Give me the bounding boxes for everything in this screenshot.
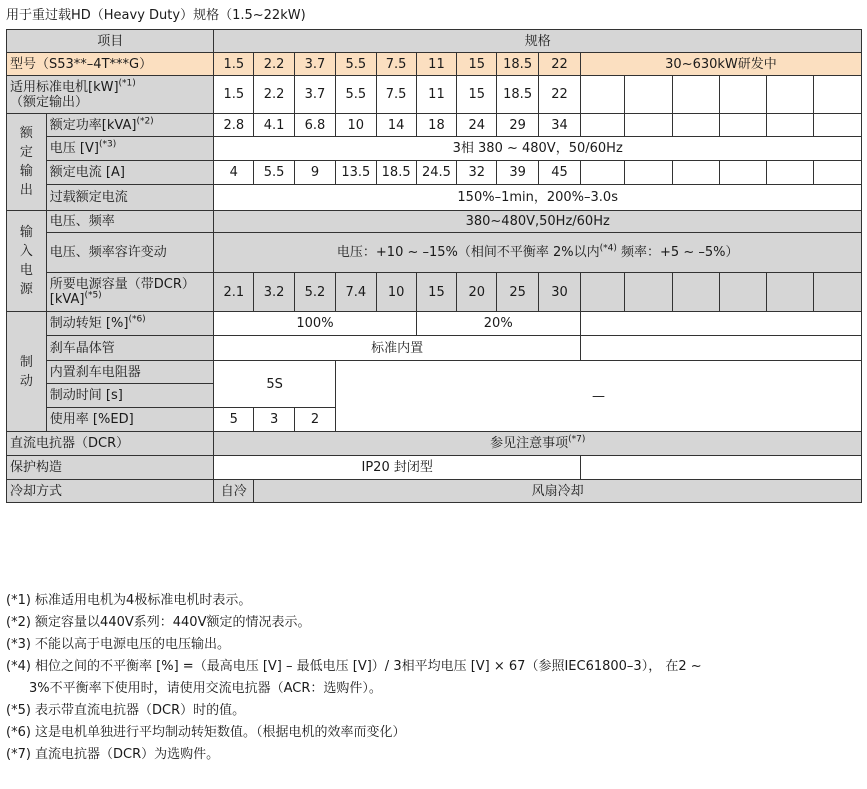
overload-row (7, 185, 862, 211)
rated-current-value: 24.5 (416, 161, 457, 185)
empty-cell (580, 76, 624, 114)
rated-power-value: 29 (497, 114, 539, 137)
footnote: (*5) 表示带直流电抗器（DCR）时的值。 (6, 703, 246, 718)
empty-cell (720, 273, 767, 312)
rated-current-value: 39 (497, 161, 539, 185)
duty-label: 使用率 [%ED] (46, 408, 214, 432)
motor-value: 2.2 (254, 76, 295, 114)
motor-value: 7.5 (376, 76, 416, 114)
duty-value: 5 (214, 408, 254, 432)
supply-capacity-value: 10 (376, 273, 416, 312)
empty-cell (673, 161, 720, 185)
model-value: 18.5 (497, 53, 539, 76)
empty-cell (767, 76, 814, 114)
brake-torque-value-a: 100% (214, 312, 416, 336)
rated-current-value: 9 (295, 161, 336, 185)
brake-torque-label: 制动转矩 [%]$^{(*6)}$ (46, 312, 214, 336)
motor-value: 5.5 (335, 76, 376, 114)
tolerance-value: 电压：+10 ~ –15%（相间不平衡率 2%以内$^{(*4)}$ 频率：+5 ~ –5%） (214, 233, 862, 273)
model-value: 7.5 (376, 53, 416, 76)
dcr-label: 直流电抗器（DCR） (7, 432, 214, 456)
model-value: 15 (457, 53, 497, 76)
footnote-continuation: 3%不平衡率下使用时，请使用交流电抗器（ACR：选购件）。 (29, 681, 382, 696)
motor-value: 18.5 (497, 76, 539, 114)
footnote: (*2) 额定容量以440V系列：440V额定的情况表示。 (6, 615, 311, 630)
brake-time-label: 制动时间 [s] (46, 384, 214, 408)
rated-power-value: 2.8 (214, 114, 254, 137)
page-heading: 用于重过载HD（Heavy Duty）规格（1.5~22kW) (6, 8, 306, 23)
rated-power-value: 24 (457, 114, 497, 137)
voltage-label: 电压 $[V]^{(*3)}$ (46, 137, 214, 161)
model-value: 1.5 (214, 53, 254, 76)
empty-cell (624, 161, 672, 185)
brake-transistor-label: 刹车晶体管 (46, 336, 214, 361)
duty-value: 2 (295, 408, 336, 432)
table-header-row (7, 30, 862, 53)
empty-cell (580, 114, 624, 137)
cooling-row (7, 480, 862, 503)
cooling-label: 冷却方式 (7, 480, 214, 503)
empty-cell (767, 273, 814, 312)
empty-cell (814, 161, 862, 185)
footnote: (*3) 不能以高于电源电压的电压输出。 (6, 637, 231, 652)
rated-power-value: 10 (335, 114, 376, 137)
empty-cell (624, 114, 672, 137)
rated-power-value: 6.8 (295, 114, 336, 137)
empty-cell (767, 114, 814, 137)
header-spec: 规格 (214, 30, 862, 53)
empty-cell (814, 273, 862, 312)
rated-power-value: 18 (416, 114, 457, 137)
empty-cell (673, 76, 720, 114)
overload-label: 过载额定电流 (46, 185, 214, 211)
brake-torque-row (7, 312, 862, 336)
rated-current-row (7, 161, 862, 185)
motor-value: 3.7 (295, 76, 336, 114)
motor-label: 适用标准电机[kW]$^{(*1)}$ （额定输出） (7, 76, 214, 114)
supply-capacity-label: 所要电源容量（带DCR）[kVA]$^{(*5)}$ (46, 273, 214, 312)
brake-time-value: 5S (214, 361, 335, 408)
motor-value: 22 (539, 76, 581, 114)
dcr-value: 参见注意事项$^{(*7)}$ (214, 432, 862, 456)
empty-cell (814, 76, 862, 114)
input-power-group-label: 输入电源 (7, 211, 47, 312)
empty-cell (580, 273, 624, 312)
brake-torque-value-b: 20% (416, 312, 580, 336)
empty-cell (673, 114, 720, 137)
empty-cell (580, 336, 861, 361)
rated-current-label: 额定电流 [A] (46, 161, 214, 185)
input-vf-label: 电压、频率 (46, 211, 214, 233)
rated-power-label: 额定功率[kVA]$^{(*2)}$ (46, 114, 214, 137)
footnotes (6, 590, 862, 766)
duty-value: 3 (254, 408, 295, 432)
supply-capacity-value: 5.2 (295, 273, 336, 312)
supply-capacity-value: 30 (539, 273, 581, 312)
brake-resistor-label: 内置刹车电阻器 (46, 361, 214, 384)
motor-value: 1.5 (214, 76, 254, 114)
spec-table (6, 29, 862, 503)
empty-cell (720, 114, 767, 137)
model-row (7, 53, 862, 76)
model-value: 22 (539, 53, 581, 76)
rated-current-value: 4 (214, 161, 254, 185)
supply-capacity-value: 15 (416, 273, 457, 312)
empty-cell (673, 273, 720, 312)
braking-group-label: 制动 (7, 312, 47, 432)
footnote: (*7) 直流电抗器（DCR）为选购件。 (6, 747, 220, 762)
rated-current-value: 13.5 (335, 161, 376, 185)
footnote: (*6) 这是电机单独进行平均制动转矩数值。（根据电机的效率而变化） (6, 725, 406, 740)
empty-cell (624, 76, 672, 114)
empty-cell (767, 161, 814, 185)
empty-cell (814, 114, 862, 137)
rated-power-value: 14 (376, 114, 416, 137)
supply-capacity-value: 7.4 (335, 273, 376, 312)
motor-value: 15 (457, 76, 497, 114)
supply-capacity-row (7, 273, 862, 312)
empty-cell (580, 456, 861, 480)
tolerance-row (7, 233, 862, 273)
supply-capacity-value: 25 (497, 273, 539, 312)
rated-output-group-label: 额定输出 (7, 114, 47, 211)
supply-capacity-value: 3.2 (254, 273, 295, 312)
rated-current-value: 32 (457, 161, 497, 185)
overload-value: 150%–1min，200%–3.0s (214, 185, 862, 211)
input-vf-value: 380~480V,50Hz/60Hz (214, 211, 862, 233)
rated-current-value: 18.5 (376, 161, 416, 185)
brake-transistor-row (7, 336, 862, 361)
voltage-row (7, 137, 862, 161)
protection-value: IP20 封闭型 (214, 456, 581, 480)
empty-cell (720, 161, 767, 185)
model-in-development: 30~630kW研发中 (580, 53, 861, 76)
model-value: 5.5 (335, 53, 376, 76)
empty-cell (720, 76, 767, 114)
footnote: (*1) 标准适用电机为4极标准电机时表示。 (6, 593, 252, 608)
model-value: 11 (416, 53, 457, 76)
protection-row (7, 456, 862, 480)
tolerance-label: 电压、频率容许变动 (46, 233, 214, 273)
rated-current-value: 5.5 (254, 161, 295, 185)
header-item: 项目 (7, 30, 214, 53)
rated-power-value: 4.1 (254, 114, 295, 137)
cooling-natural: 自冷 (214, 480, 254, 503)
dcr-row (7, 432, 862, 456)
supply-capacity-value: 2.1 (214, 273, 254, 312)
model-value: 3.7 (295, 53, 336, 76)
protection-label: 保护构造 (7, 456, 214, 480)
rated-current-value: 45 (539, 161, 581, 185)
voltage-value: 3相 380 ~ 480V，50/60Hz (214, 137, 862, 161)
rated-power-value: 34 (539, 114, 581, 137)
supply-capacity-value: 20 (457, 273, 497, 312)
brake-resistor-row (7, 361, 862, 384)
model-label: 型号（S53**–4T***G） (7, 53, 214, 76)
brake-not-applicable: — (335, 361, 861, 432)
motor-row (7, 76, 862, 114)
rated-power-row (7, 114, 862, 137)
empty-cell (580, 312, 861, 336)
model-value: 2.2 (254, 53, 295, 76)
cooling-fan: 风扇冷却 (254, 480, 862, 503)
brake-transistor-value: 标准内置 (214, 336, 581, 361)
input-vf-row (7, 211, 862, 233)
empty-cell (624, 273, 672, 312)
motor-value: 11 (416, 76, 457, 114)
footnote: (*4) 相位之间的不平衡率 [%] =（最高电压 [V] – 最低电压 [V]）/ 3相平均电压 [V] × 67（参照IEC61800–3）， 在2 ~ (6, 659, 702, 674)
empty-cell (580, 161, 624, 185)
